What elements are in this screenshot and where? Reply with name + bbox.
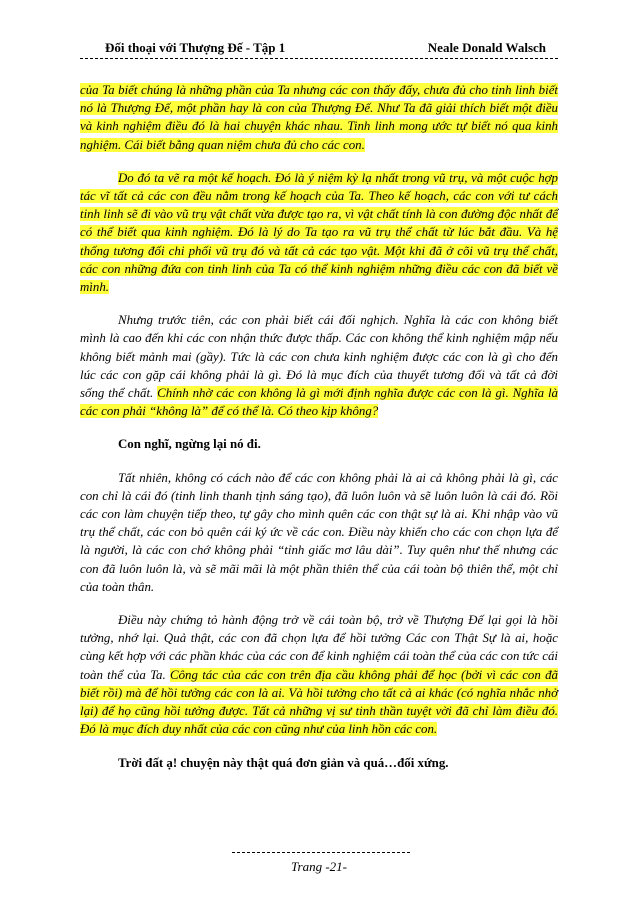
highlight-4: Công tác của các con trên địa cầu không phải để học (bởi vì các con đã biết rồi) mà để hồi tưởng các con là ai. Và hồi tưởng cho tất cả ai khác (có nghĩa nhắc nhở lại) để họ cũng hồi tưởng được. Tất cả những vị sư tinh thần tuyệt vời đã chỉ làm điều đó. Đó là mục đích duy nhất của các con cũng như của linh hồn các con.	[80, 667, 558, 737]
book-title: Đối thoại với Thượng Đế - Tập 1	[105, 40, 286, 55]
paragraph-2	[80, 169, 558, 296]
paragraph-4: Con nghĩ, ngừng lại nó đi.	[118, 437, 261, 452]
paragraph-7: Trời đất ạ! chuyện này thật quá đơn giản và quá…đối xứng.	[118, 755, 449, 770]
paragraph-6	[80, 611, 558, 738]
paragraph-5: Tất nhiên, không có cách nào để các con không phải là ai cả không phải là gì, các con chỉ là cái đó (tinh linh thanh tịnh sáng tạo), đã luôn luôn và sẽ luôn luôn là cái đó. Rồi các con làm chuyện tiếp theo, tự gây cho mình quên các con thật sự là ai. Khi nhập vào vũ trụ thể chất, các con bỏ quên cái ký ức về các con. Điều này khiến cho các con chọn lựa để là người, là các con chớ không phải “tỉnh giấc mơ lâu dài”. Tuy quên như thế nhưng các con đã luôn luôn là, và sẽ mãi mãi là một phần thiên thể của cái toàn bộ thiên thể, một chỉ của toàn thân.	[80, 470, 558, 594]
paragraph-3-text: Nhưng trước tiên, các con phải biết cái đối nghịch. Nghĩa là các con không biết mình là cao đến khi các con nhận thức được thấp. Các con không thể kinh nghiệm mập nếu không biết mảnh mai (gầy). Tức là các con chưa kinh nghiệm được các con là gì cho đến lúc các con gặp cái không phải là gì. Đó là mục đích của thuyết tương đối và tất cả đời sống thể chất.	[80, 313, 558, 401]
page-number: Trang -21-	[291, 859, 347, 874]
footer-divider	[232, 852, 410, 853]
paragraph-6-text: Điều này chứng tỏ hành động trở về cái toàn bộ, trở về Thượng Đế lại gọi là hồi tưởng, nhớ lại. Quả thật, các con đã chọn lựa để hồi tưởng Các con Thật Sự là ai, hoặc cùng kết hợp với các phần khác của các con để kinh nghiệm cái toàn thể của các con tức cái toàn thể của Ta.	[80, 613, 558, 682]
highlight-3: Chính nhờ các con không là gì mới định nghĩa được các con là gì. Nghĩa là các con phải “không là” để có thể là. Có theo kịp không?	[80, 386, 558, 419]
paragraph-1	[80, 81, 558, 154]
author-name: Neale Donald Walsch	[427, 40, 546, 55]
paragraph-3	[80, 311, 558, 420]
header-divider	[80, 58, 558, 59]
highlight-2: Do đó ta vẽ ra một kế hoạch. Đó là ý niệm kỳ lạ nhất trong vũ trụ, và một cuộc hợp tác vĩ tất cả các con đều nằm trong kế hoạch của Ta. Theo kế hoạch, các con với tư cách tinh linh sẽ đi vào vũ trụ vật chất vừa được tạo ra, vì vật chất tính là con đường độc nhất để có thể biết qua kinh nghiệm. Đó là lý do Ta tạo ra vũ trụ thể chất từ lúc bắt đầu. Và hệ thống tương đối chi phối vũ trụ đó và tất cả các tạo vật. Một khi đã ở cõi vũ trụ thể chất, các con những đứa con tinh linh của Ta có thể kinh nghiệm những điều các con đã biết về mình.	[80, 170, 558, 295]
page-body	[80, 81, 558, 787]
highlight-1: của Ta biết chúng là những phần của Ta nhưng các con thấy đấy, chưa đủ cho tinh linh biết nó là Thượng Đế, một phần hay là con của Thượng Đế. Như Ta đã giải thích biết một điều và kinh nghiệm điều đó là hai chuyện khác nhau. Tinh linh mong ước tự biết nó qua kinh nghiệm. Cái biết bằng quan niệm chưa đủ cho các con.	[80, 83, 558, 152]
